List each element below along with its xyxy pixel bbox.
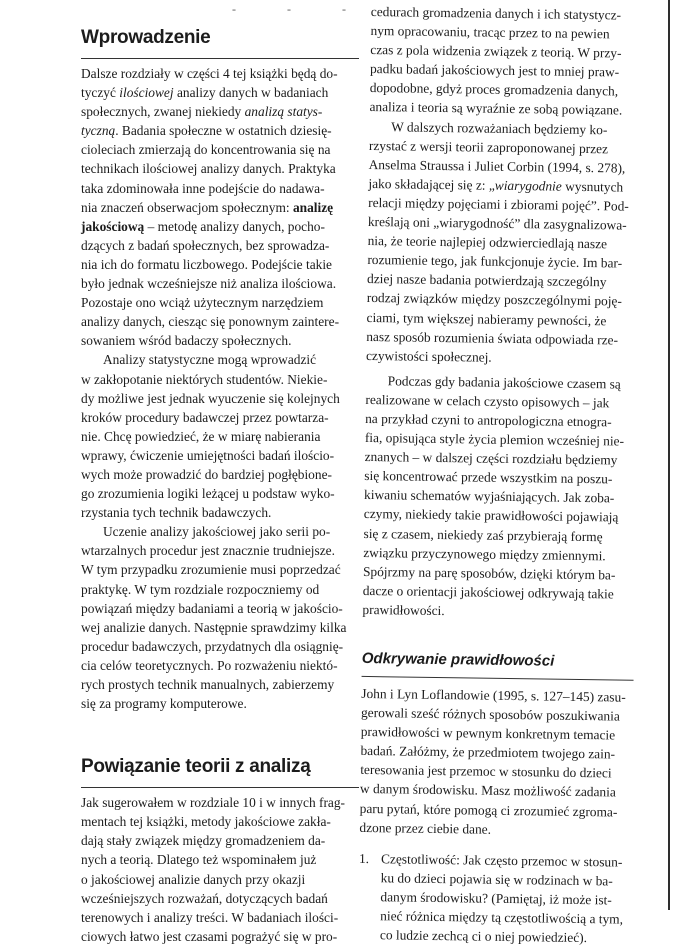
paragraph-lofland: John i Lyn Loflandowie (1995, s. 127–145) zasu- gerowali sześć różnych sposobów poszukiwania prawidłowości w pewnym konkretnym temacie badań. Załóżmy, że przedmiotem twojego zain- teresowania jest przemoc w stosunku do dzieci w danym środowisku. Masz możliwość zadania paru pytań, które pomogą ci zrozumieć zgroma- dzone przez ciebie dane. <box>359 685 626 837</box>
heading-rule <box>81 787 359 788</box>
list-item-frequency: 1. Częstotliwość: Jak często przemoc w stosun- ku do dzieci pojawia się w rodzinach w ba- danym środowisku? (Pamiętaj, iż może ist- nieć różnica między tą częstotliwością a tym, co ludzie zechcą ci o niej powiedzieć). <box>358 850 624 946</box>
paragraph-strauss-corbin: W dalszych rozważaniach będziemy ko- rzystać z wersji teorii zaproponowanej przez Anselma Straussa i Juliet Corbin (1994, s. 278), jako składającej się z: „wiarygodnie wysnutych relacji między pojęciami i zbiorami pojęć”. Pod- kreślają oni „wiarygodność” dla zasygnalizowa- nia, że teorie najlepiej odzwierciedlają nasze rozumienie tego, jak funkcjonuje życie. Im bar- dziej nasze badania potwierdzają szczególny rodzaj związków między poszczególnymi poję- ciami, tym większej nabieramy pewności, że nasz sposób rozumienia świata odpowiada rze- czywistości społecznej. <box>365 118 629 365</box>
right-column <box>358 0 643 948</box>
page-edge-line <box>668 0 670 910</box>
paragraph-qualitative: Uczenie analizy jakościowej jako serii po- wtarzalnych procedur jest znacznie trudniejsze. W tym przypadku zrozumienie musi poprzedzać praktykę. W tym rozdziale rozpoczniemy od powiązań między badaniami a teorią w jakościo- wej analizie danych. Następnie sprawdzimy kilka procedur badawczych, przydatnych dla osiągnię- cia celów teoretycznych. Po rozważeniu niektó- rych prostych technik manualnych, zabierzemy się za programy komputerowe. <box>81 524 347 712</box>
paragraph-theory: Jak sugerowałem w rozdziale 10 i w innych frag- mentach tej książki, metody jakościowe zakła- dają stały związek między gromadzeniem da- nych a teorią. Dlatego też wspominałem już o jakościowej analizie danych przy okazji wcześniejszych rozważań, dotyczących badań terenowych i analizy treści. W badaniach ilości- ciowych łatwo jest czasami pograżyć się w pro- <box>81 795 346 944</box>
heading-rule <box>362 676 634 681</box>
paragraph-continuation: cedurach gromadzenia danych i ich statystycz- nym opracowaniu, tracąc przez to na pewien czas z pola widzenia związek z teorią. W przy- padku badań jakościowych jest to mniej praw- dopodobne, gdyż proces gromadzenia danych, analiza i teoria są wyraźnie ze sobą powiązane. <box>369 3 623 118</box>
left-column <box>81 0 359 946</box>
list-number: 1. <box>358 850 370 866</box>
heading-theory-analysis: Powiązanie teorii z analizą <box>81 756 311 778</box>
page-top-marks: - - - <box>232 2 370 16</box>
heading-wprowadzenie: Wprowadzenie <box>81 27 211 48</box>
paragraph-statistics: Analizy statystyczne mogą wprowadzić w zakłopotanie niektórych studentów. Niekie- dy możliwe jest jednak wyuczenie się kolejnych kroków procedury badawczej przez powtarza- nie. Chcę powiedzieć, że w miarę nabierania wprawy, ćwiczenie umiejętności badań ilościo- wych może prowadzić do bardziej pogłębione- go zrozumienia logiki leżącej u podstaw wyko- rzystania tych technik badawczych. <box>81 352 340 521</box>
paragraph-descriptive: Podczas gdy badania jakościowe czasem są realizowane w celach czysto opisowych – jak na przykład czyni to antropologiczna etnogra- fia, opisująca style życia plemion wcześniej nie- znanych – w dalszej części rozdziału będziemy się koncentrować przede wszystkim na poszu- kiwaniu schematów wyjaśniających. Jak zoba- czymy, niekiedy takie prawidłowości pojawiają się z czasem, niekiedy zaś przybierają formę związku przyczynowego między zmiennymi. Spójrzmy na parę sposobów, dzięki którym ba- dacze o orientacji jakościowej odkrywają takie prawidłowości. <box>362 373 625 618</box>
heading-discovering-patterns: Odkrywanie prawidłowości <box>361 649 555 670</box>
intro-paragraph: Dalsze rozdziały w części 4 tej książki będą do- tyczyć ilościowej analizy danych w badaniach społecznych, zwanej niekiedy analizą statys- tyczną. Badania społeczne w ostatnich dziesię- cioleciach zmierzają do koncentrowania się na technikach ilościowej analizy danych. Praktyka taka zdominowała inne podejście do nadawa- nia znaczeń obserwacjom społecznym: analizę jakościową – metodę analizy danych, pocho- dzących z badań społecznych, bez sprowadza- nia ich do formatu liczbowego. Podejście takie było jednak wcześniejsze niż analiza ilościowa. Pozostaje ono wciąż użytecznym narzędziem analizy danych, ciesząc się ponownym zaintere- sowaniem wśród badaczy społecznych. <box>81 66 340 349</box>
heading-rule <box>81 58 359 59</box>
